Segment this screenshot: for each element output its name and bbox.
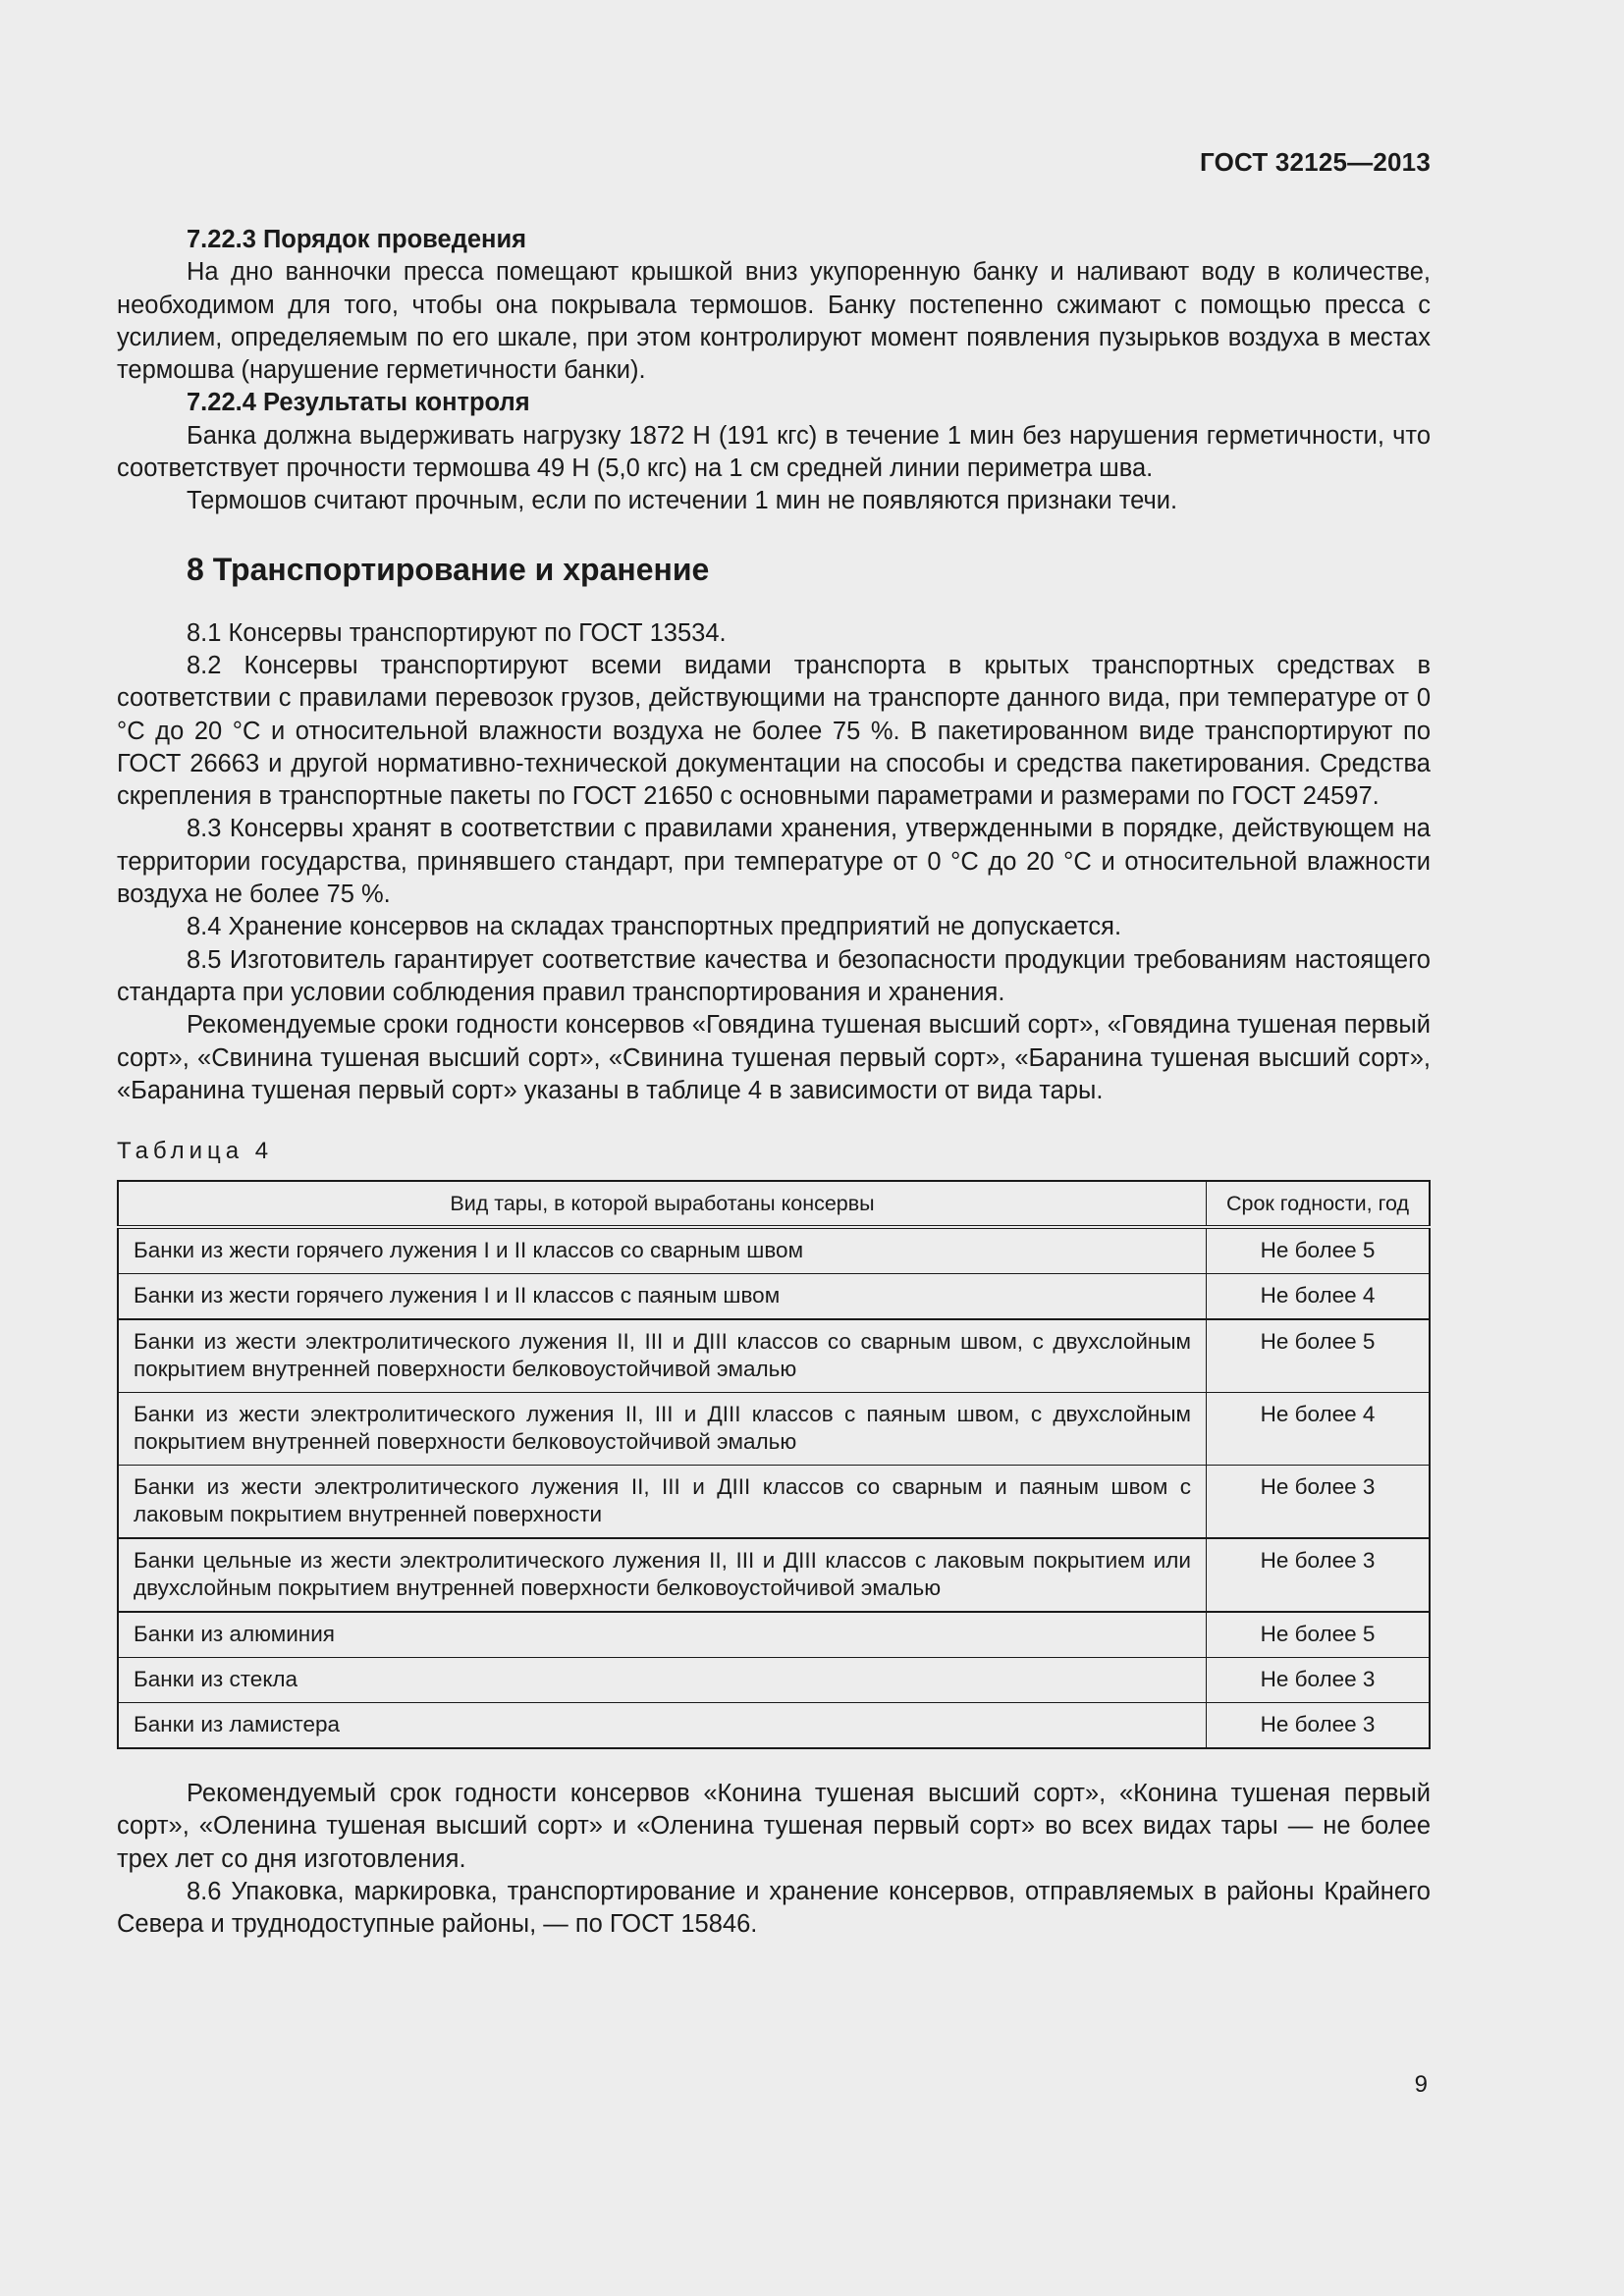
container-cell: Банки из жести электролитического лужения II, III и ДIII классов со сварным и паяным швом с лаковым покрытием внутренней поверхности (118, 1466, 1207, 1539)
paragraph-8-1: 8.1 Консервы транспортируют по ГОСТ 13534. (187, 618, 727, 647)
shelf-life-cell: Не более 4 (1207, 1393, 1431, 1466)
paragraph-8-4: 8.4 Хранение консервов на складах транспортных предприятий не допускается. (187, 913, 1122, 941)
paragraph-8-5-recommendation: Рекомендуемые сроки годности консервов «Говядина тушеная высший сорт», «Говядина тушеная первый сорт», «Свинина тушеная высший сорт», «Свинина тушеная первый сорт», «Баранина тушеная высший сорт», «Баранина тушеная первый сорт» указаны в таблице 4 в зависимости от вида тары. (117, 1011, 1431, 1104)
column-header-shelf-life: Срок годности, год (1207, 1181, 1431, 1227)
shelf-life-table (117, 1180, 1431, 1749)
table-row (118, 1466, 1430, 1539)
paragraph-8-5: 8.5 Изготовитель гарантирует соответствие качества и безопасности продукции требованиям настоящего стандарта при условии соблюдения правил транспортирования и хранения. (117, 945, 1431, 1006)
table-row (118, 1538, 1430, 1612)
table-header-row (118, 1181, 1430, 1227)
table-row (118, 1658, 1430, 1703)
paragraph-7-22-3: На дно ванночки пресса помещают крышкой вниз укупоренную банку и наливают воду в количестве, необходимом для того, чтобы она покрывала термошов. Банку постепенно сжимают с помощью пресса с усилием, определяемым по его шкале, при этом контролируют момент появления пузырьков воздуха в местах термошва (нарушение герметичности банки). (117, 258, 1431, 385)
container-cell: Банки из жести электролитического лужения II, III и ДIII классов с паяным швом, с двухслойным покрытием внутренней поверхности белковоустойчивой эмалью (118, 1393, 1207, 1466)
subsection-title-7-22-3: 7.22.3 Порядок проведения (187, 226, 527, 253)
container-cell: Банки из стекла (118, 1658, 1207, 1703)
shelf-life-cell: Не более 5 (1207, 1319, 1431, 1393)
shelf-life-cell: Не более 3 (1207, 1538, 1431, 1612)
shelf-life-cell: Не более 5 (1207, 1612, 1431, 1658)
page-content (117, 224, 1431, 1942)
shelf-life-cell: Не более 3 (1207, 1703, 1431, 1749)
shelf-life-cell: Не более 4 (1207, 1274, 1431, 1320)
shelf-life-cell: Не более 3 (1207, 1658, 1431, 1703)
container-cell: Банки из жести горячего лужения I и II классов со сварным швом (118, 1227, 1207, 1274)
shelf-life-cell: Не более 5 (1207, 1227, 1431, 1274)
paragraph-7-22-4-1: Банка должна выдерживать нагрузку 1872 Н (191 кгс) в течение 1 мин без нарушения герметичности, что соответствует прочности термошва 49 Н (5,0 кгс) на 1 см средней линии периметра шва. (117, 421, 1431, 483)
container-cell: Банки из жести горячего лужения I и II классов с паяным швом (118, 1274, 1207, 1320)
container-cell: Банки из алюминия (118, 1612, 1207, 1658)
table-caption: Таблица 4 (117, 1138, 274, 1165)
paragraph-8-3: 8.3 Консервы хранят в соответствии с правилами хранения, утвержденными в порядке, действующем на территории государства, принявшего стандарт, при температуре от 0 °С до 20 °С и относительной влажности воздуха не более 75 %. (117, 815, 1431, 909)
table-row (118, 1393, 1430, 1466)
page-number: 9 (1414, 2071, 1428, 2098)
container-cell: Банки из жести электролитического лужения II, III и ДIII классов со сварным швом, с двухслойным покрытием внутренней поверхности белковоустойчивой эмалью (118, 1319, 1207, 1393)
paragraph-8-2: 8.2 Консервы транспортируют всеми видами транспорта в крытых транспортных средствах в соответствии с правилами перевозок грузов, действующими на транспорте данного вида, при температуре от 0 °С до 20 °С и относительной влажности воздуха не более 75 %. В пакетированном виде транспортируют по ГОСТ 26663 и другой нормативно-технической документации на способы и средства пакетирования. Средства скрепления в транспортные пакеты по ГОСТ 21650 с основными параметрами и размерами по ГОСТ 24597. (117, 651, 1431, 811)
paragraph-shelf-life-horse-venison: Рекомендуемый срок годности консервов «Конина тушеная высший сорт», «Конина тушеная первый сорт», «Оленина тушеная высший сорт» и «Оленина тушеная первый сорт» во всех видах тары — не более трех лет со дня изготовления. (117, 1780, 1431, 1873)
section-title-8: 8 Транспортирование и хранение (187, 551, 710, 587)
shelf-life-cell: Не более 3 (1207, 1466, 1431, 1539)
subsection-title-7-22-4: 7.22.4 Результаты контроля (187, 389, 530, 417)
table-row (118, 1703, 1430, 1749)
container-cell: Банки из ламистера (118, 1703, 1207, 1749)
container-cell: Банки цельные из жести электролитического лужения II, III и ДIII классов с лаковым покрытием или двухслойным покрытием внутренней поверхности белковоустойчивой эмалью (118, 1538, 1207, 1612)
table-row (118, 1612, 1430, 1658)
paragraph-7-22-4-2: Термошов считают прочным, если по истечении 1 мин не появляются признаки течи. (187, 487, 1178, 515)
column-header-container: Вид тары, в которой выработаны консервы (118, 1181, 1207, 1227)
document-code: ГОСТ 32125—2013 (1200, 147, 1431, 177)
table-row (118, 1274, 1430, 1320)
paragraph-8-6: 8.6 Упаковка, маркировка, транспортирование и хранение консервов, отправляемых в районы Крайнего Севера и труднодоступные районы, — по ГОСТ 15846. (117, 1878, 1431, 1939)
table-row (118, 1227, 1430, 1274)
table-row (118, 1319, 1430, 1393)
